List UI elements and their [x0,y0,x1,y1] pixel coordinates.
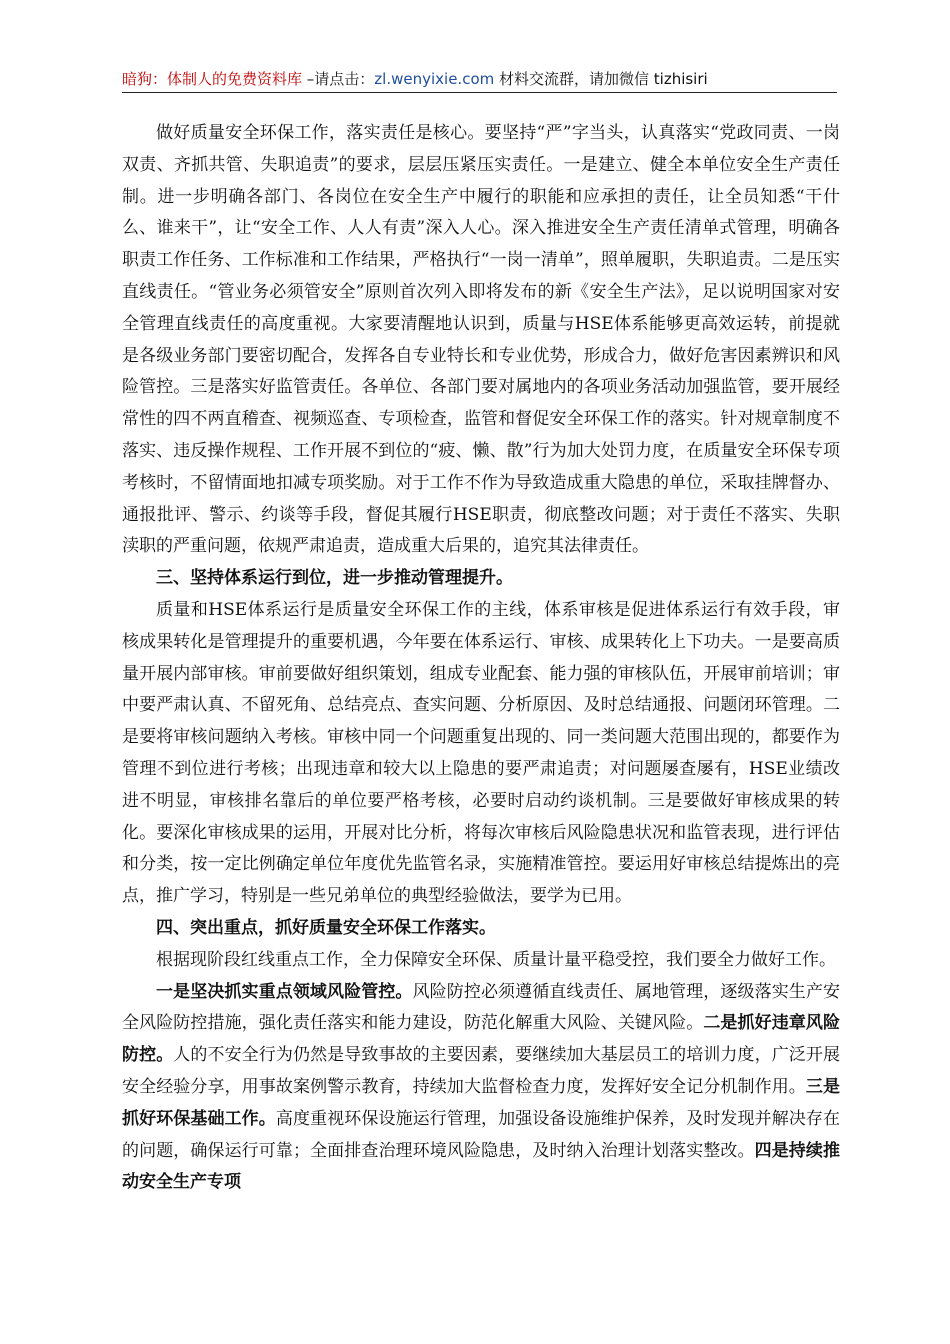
page-header [122,66,837,93]
header-link[interactable]: zl.wenyixie.com [374,70,495,88]
paragraph-text: 风险防控必须遵循直线责任、属地管理，逐级落实生产安全风险防控措施，强化责任落实和能力建设，防范化解重大风险、关键风险。 [122,981,841,1034]
header-site-name: 暗狗：体制人的免费资料库 [122,70,303,88]
paragraph-text: 高度重视环保设施运行管理，加强设备设施维护保养，及时发现并解决存在的问题，确保运行可靠；全面排查治理环境风险隐患，及时纳入治理计划落实整改。 [122,1108,841,1161]
bold-lead: 三是抓好环保基础工作。 [122,1076,841,1129]
paragraph-text: 人的不安全行为仍然是导致事故的主要因素，要继续加大基层员工的培训力度，广泛开展安全经验分享，用事故案例警示教育，持续加大监督检查力度，发挥好安全记分机制作用。 [122,1045,841,1097]
paragraph: 做好质量安全环保工作，落实责任是核心。要坚持“严”字当头，认真落实“党政同责、一岗双责、齐抓共管、失职追责”的要求，层层压紧压实责任。一是建立、健全本单位安全生产责任制。进一步明确各部门、各岗位在安全生产中履行的职能和应承担的责任，让全员知悉“干什么、谁来干”，让“安全工作、人人有责”深入人心。深入推进安全生产责任清单式管理，明确各职责工作任务、工作标准和工作结果，严格执行“一岗一清单”，照单履职，失职追责。二是压实直线责任。“管业务必须管安全”原则首次列入即将发布的新《安全生产法》，足以说明国家对安全管理直线责任的高度重视。大家要清醒地认识到，质量与HSE体系能够更高效运转，前提就是各级业务部门要密切配合，发挥各自专业特长和专业优势，形成合力，做好危害因素辨识和风险管控。三是落实好监管责任。各单位、各部门要对属地内的各项业务活动加强监管，要开展经常性的四不两直稽查、视频巡查、专项检查，监管和督促安全环保工作的落实。针对规章制度不落实、违反操作规程、工作开展不到位的“疲、懒、散”行为加大处罚力度，在质量安全环保专项考核时，不留情面地扣减专项奖励。对于工作不作为导致造成重大隐患的单位，采取挂牌督办、通报批评、警示、约谈等手段，督促其履行HSE职责，彻底整改问题；对于责任不落实、失职渎职的严重问题，依规严肃追责，造成重大后果的，追究其法律责任。 [122,123,840,557]
document-body [122,118,840,1199]
bold-lead: 二是抓好违章风险防控。 [122,1013,841,1066]
paragraph: 质量和HSE体系运行是质量安全环保工作的主线，体系审核是促进体系运行有效手段，审核成果转化是管理提升的重要机遇，今年要在体系运行、审核、成果转化上下功夫。一是要高质量开展内部审核。审前要做好组织策划，组成专业配套、能力强的审核队伍，开展审前培训；审中要严肃认真、不留死角、总结亮点、查实问题、分析原因、及时总结通报、问题闭环管理。二是要将审核问题纳入考核。审核中同一个问题重复出现的、同一类问题大范围出现的，都要作为管理不到位进行考核；出现违章和较大以上隐患的要严肃追责；对问题屡查屡有，HSE业绩改进不明显，审核排名靠后的单位要严格考核，必要时启动约谈机制。三是要做好审核成果的转化。要深化审核成果的运用，开展对比分析，将每次审核后风险隐患状况和监管表现，进行评估和分类，按一定比例确定单位年度优先监管名录，实施精准管控。要运用好审核总结提炼出的亮点，推广学习，特别是一些兄弟单位的典型经验做法，要学为已用。 [122,599,840,907]
paragraph: 根据现阶段红线重点工作，全力保障安全环保、质量计量平稳受控，我们要全力做好工作。 [156,949,836,970]
section-heading: 四、突出重点，抓好质量安全环保工作落实。 [156,917,496,938]
header-click-prompt: –请点击： [302,70,375,88]
paragraph [122,977,840,1200]
header-wechat-note: 材料交流群，请加微信 tizhisiri [494,70,708,88]
bold-lead: 四是持续推动安全生产专项 [122,1140,840,1193]
section-heading: 三、坚持体系运行到位，进一步推动管理提升。 [156,568,513,589]
bold-lead: 一是坚决抓实重点领域风险管控。 [156,981,413,1002]
